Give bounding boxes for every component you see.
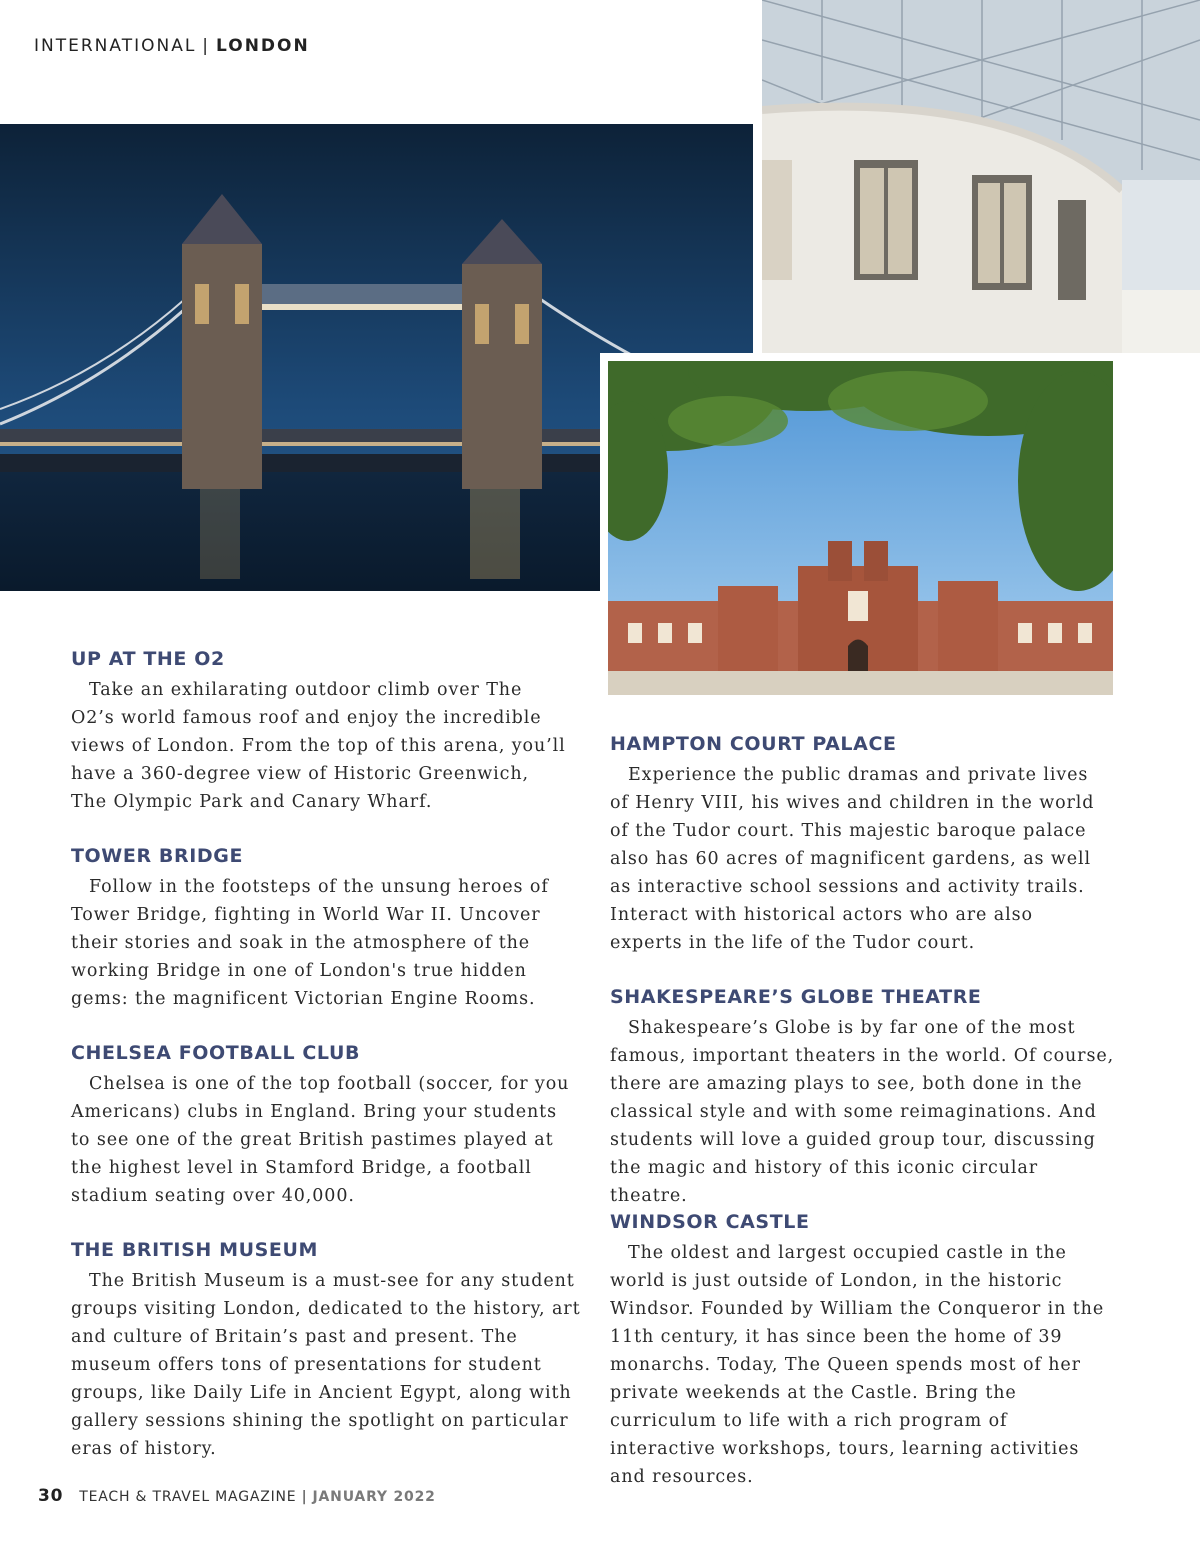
article-title: THE BRITISH MUSEUM [71,1239,319,1261]
article-body: Follow in the footsteps of the unsung heroes of Tower Bridge, fighting in World War II. Uncover their stories and soak in the atmosphere of the working Bridge in one of London's true hidden gems: the magnificent Victorian Engine Rooms. [71,877,549,1009]
article-shakespeares-globe [610,986,1120,1210]
article-british-museum [71,1239,581,1463]
article-body: Take an exhilarating outdoor climb over The O2’s world famous roof and enjoy the incredible views of London. From the top of this arena, you’ll have a 360-degree view of Historic Greenwich, The Olympic Park and Canary Wharf. [71,680,566,812]
article-windsor-castle [610,1211,1110,1491]
footer-separator: | [301,1489,308,1505]
article-body: Chelsea is one of the top football (soccer, for you Americans) clubs in England. Bring your students to see one of the great British pastimes played at the highest level in Stamford Bridge, a football stadium seating over 40,000. [71,1074,570,1206]
magazine-name: TEACH & TRAVEL MAGAZINE [79,1489,297,1505]
article-chelsea-football-club [71,1042,571,1210]
page-number: 30 [38,1486,64,1506]
article-body: The oldest and largest occupied castle in the world is just outside of London, in the historic Windsor. Founded by William the Conqueror in the 11th century, it has since been the home of 39 monarchs. Today, The Queen spends most of her private weekends at the Castle. Bring the curriculum to life with a rich program of interactive workshops, tours, learning activities and resources. [610,1243,1105,1487]
page-footer [38,1486,436,1506]
article-title: UP AT THE O2 [71,648,225,670]
issue-date: JANUARY 2022 [312,1489,436,1505]
article-tower-bridge [71,845,571,1013]
article-title: SHAKESPEARE’S GLOBE THEATRE [610,986,982,1008]
article-title: WINDSOR CASTLE [610,1211,810,1233]
article-title: CHELSEA FOOTBALL CLUB [71,1042,361,1064]
article-body: Shakespeare’s Globe is by far one of the most famous, important theaters in the world. Of course, there are amazing plays to see, both done in the classical style and with some reimaginations. And students will love a guided group tour, discussing the magic and history of this iconic circular theatre. [610,1018,1115,1206]
article-title: HAMPTON COURT PALACE [610,733,897,755]
hampton-court-photo [608,361,1113,695]
city-label: LONDON [216,36,310,56]
article-body: Experience the public dramas and private lives of Henry VIII, his wives and children in the world of the Tudor court. This majestic baroque palace also has 60 acres of magnificent gardens, as well as interactive school sessions and activity trails. Interact with historical actors who are also experts in the life of the Tudor court. [610,765,1095,953]
article-up-at-the-o2 [71,648,571,816]
article-hampton-court-palace [610,733,1110,957]
british-museum-photo [762,0,1200,353]
header-separator: | [202,36,211,56]
article-body: The British Museum is a must-see for any student groups visiting London, dedicated to the history, art and culture of Britain’s past and present. The museum offers tons of presentations for student groups, like Daily Life in Ancient Egypt, along with gallery sessions shining the spotlight on particular eras of history. [71,1271,581,1459]
section-label: INTERNATIONAL [34,36,197,56]
article-title: TOWER BRIDGE [71,845,244,867]
section-header [34,36,310,56]
